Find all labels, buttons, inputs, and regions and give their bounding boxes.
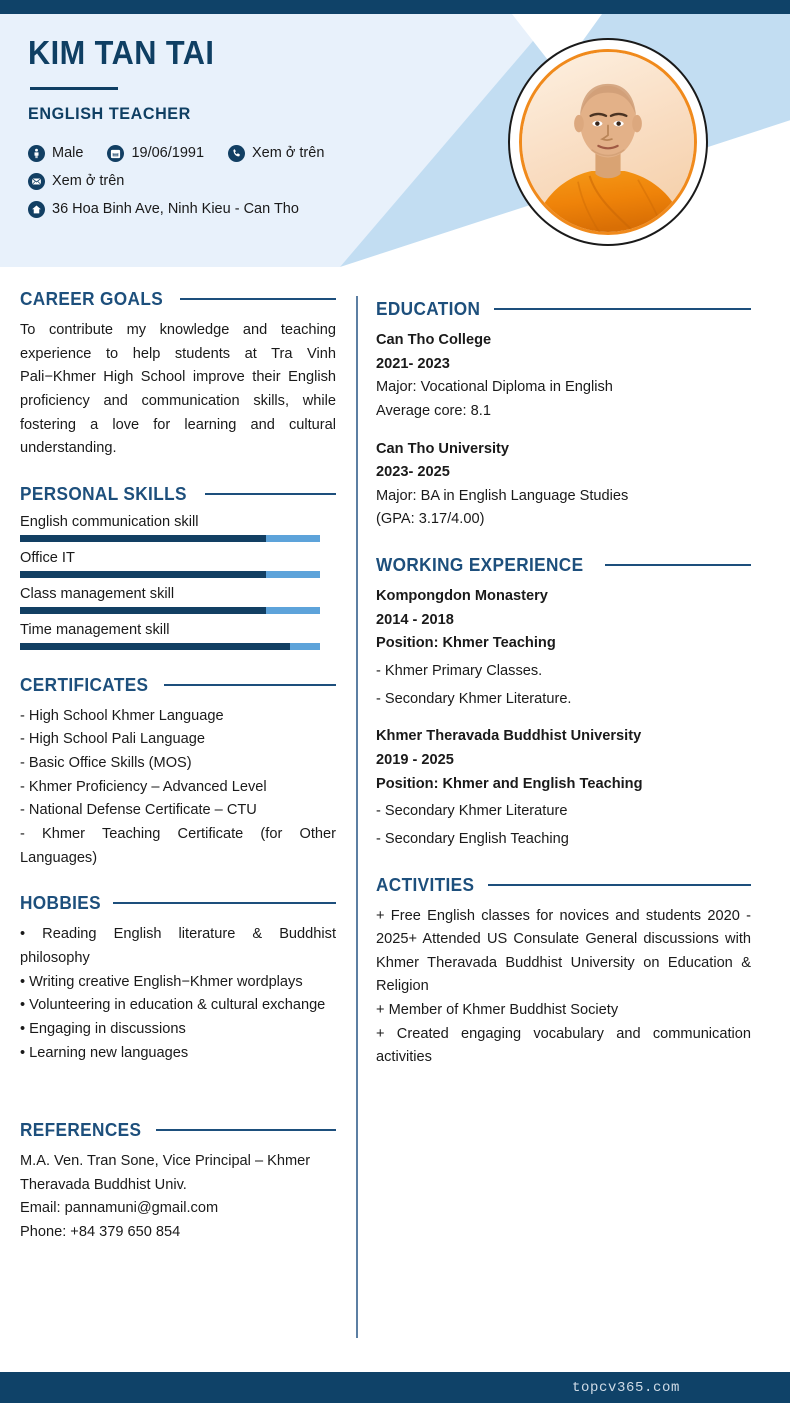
skill-label: Time management skill — [20, 621, 170, 638]
heading-rule — [156, 1129, 336, 1131]
skill-bar-fill — [20, 571, 266, 578]
certificate-item: - National Defense Certificate – CTU — [20, 802, 257, 819]
experience-position: Position: Khmer Teaching — [376, 635, 556, 652]
experience-entry — [376, 725, 751, 851]
section-education — [376, 298, 751, 532]
heading-rule — [488, 884, 751, 886]
section-title: PERSONAL SKILLS — [20, 482, 187, 504]
references-heading — [20, 1119, 336, 1141]
experience-years: 2014 - 2018 — [376, 611, 454, 628]
right-column — [376, 298, 751, 1076]
certificate-item: - Khmer Teaching Certificate (for Other Languages) — [20, 826, 336, 866]
hobby-item: • Writing creative English−Khmer wordplays — [20, 973, 303, 990]
section-title: REFERENCES — [20, 1119, 142, 1141]
avatar — [508, 38, 708, 246]
skill-item — [20, 514, 336, 542]
section-title: ACTIVITIES — [376, 873, 475, 895]
section-title: WORKING EXPERIENCE — [376, 554, 584, 576]
experience-bullet: - Secondary English Teaching — [376, 830, 569, 847]
hobbies-list — [20, 923, 336, 1065]
section-title: CERTIFICATES — [20, 673, 149, 695]
left-column — [20, 288, 336, 1251]
section-title: EDUCATION — [376, 298, 481, 319]
heading-rule — [113, 902, 336, 904]
skill-item — [20, 550, 336, 578]
education-detail: Major: BA in English Language Studies — [376, 487, 629, 504]
contact-email-text: Xem ở trên — [52, 173, 125, 190]
activity-item: + Member of Khmer Buddhist Society — [376, 1002, 619, 1019]
skill-bar — [20, 643, 320, 650]
education-school: Can Tho University — [376, 440, 509, 457]
skill-item — [20, 586, 336, 614]
section-career-goals — [20, 288, 336, 461]
section-activities — [376, 874, 751, 1070]
hobby-item: • Reading English literature & Buddhist philosophy — [20, 926, 336, 966]
contact-phone — [228, 145, 324, 162]
personal-skills-heading — [20, 483, 336, 505]
reference-line: Email: pannamuni@gmail.com — [20, 1200, 219, 1217]
contact-phone-text: Xem ở trên — [252, 145, 325, 162]
reference-line: Phone: +84 379 650 854 — [20, 1224, 181, 1241]
heading-rule — [180, 298, 336, 300]
job-title: ENGLISH TEACHER — [28, 103, 191, 123]
section-certificates — [20, 674, 336, 870]
hobbies-heading — [20, 892, 336, 914]
skill-label: Office IT — [20, 549, 75, 566]
certificate-item: - High School Khmer Language — [20, 707, 224, 724]
heading-rule — [164, 684, 336, 686]
experience-list — [376, 585, 751, 851]
career-goals-heading — [20, 288, 336, 310]
skill-bar-fill — [20, 535, 266, 542]
education-detail: (GPA: 3.17/4.00) — [376, 511, 485, 528]
candidate-name: KIM TAN TAI — [28, 34, 215, 71]
home-icon — [28, 201, 45, 218]
skill-label: English communication skill — [20, 513, 199, 530]
contact-birthdate — [107, 145, 204, 162]
name-underline — [30, 87, 118, 90]
skill-bar-fill — [20, 607, 266, 614]
avatar-outer-ring — [508, 38, 708, 246]
certificate-item: - Khmer Proficiency – Advanced Level — [20, 778, 267, 795]
heading-rule — [205, 493, 336, 495]
contact-gender-text: Male — [52, 145, 84, 162]
footer-site: topcv365.com — [571, 1379, 680, 1396]
gender-icon — [28, 145, 45, 162]
calendar-icon — [107, 145, 124, 162]
skill-bar-fill — [20, 643, 290, 650]
skill-bar — [20, 571, 320, 578]
contact-birthdate-text: 19/06/1991 — [131, 145, 205, 162]
certificates-heading — [20, 674, 336, 696]
top-accent-bar — [0, 0, 790, 14]
section-experience — [376, 554, 751, 851]
education-list — [376, 329, 751, 532]
career-goals-text: To contribute my knowledge and teaching experience to help students at Tra Vinh Pali−Khmer High School improve their English proficiency and communication skills, while fostering a love for learning and cultural understanding. — [20, 322, 336, 457]
section-references — [20, 1119, 336, 1245]
skills-list — [20, 514, 336, 650]
hobby-item: • Learning new languages — [20, 1044, 189, 1061]
contact-gender — [28, 145, 83, 162]
experience-heading — [376, 554, 751, 576]
references-list — [20, 1150, 336, 1245]
skill-label: Class management skill — [20, 585, 175, 602]
avatar-photo — [519, 49, 697, 235]
hobby-item: • Volunteering in education & cultural exchange — [20, 997, 326, 1014]
email-icon — [28, 173, 45, 190]
activity-item: + Created engaging vocabulary and communication activities — [376, 1025, 751, 1066]
contact-email — [28, 173, 124, 190]
activity-item: + Free English classes for novices and students 2020 - 2025+ Attended US Consulate General discussions with Khmer Theravada Buddhist University on Education & Religion — [376, 907, 751, 995]
heading-rule — [494, 308, 751, 310]
education-detail: Average core: 8.1 — [376, 402, 491, 419]
education-years: 2023- 2025 — [376, 464, 450, 481]
contact-address — [28, 201, 299, 218]
experience-entry — [376, 585, 751, 711]
section-personal-skills — [20, 483, 336, 650]
experience-org: Kompongdon Monastery — [376, 588, 548, 605]
education-years: 2021- 2023 — [376, 355, 450, 372]
column-divider — [356, 296, 358, 1338]
experience-years: 2019 - 2025 — [376, 751, 454, 768]
certificates-list — [20, 705, 336, 870]
footer-bar — [0, 1372, 790, 1403]
contact-address-text: 36 Hoa Binh Ave, Ninh Kieu - Can Tho — [52, 201, 299, 218]
activities-list — [376, 905, 751, 1070]
heading-rule — [605, 564, 751, 566]
section-hobbies — [20, 892, 336, 1065]
experience-bullet: - Khmer Primary Classes. — [376, 663, 543, 680]
activities-heading — [376, 874, 751, 896]
certificate-item: - Basic Office Skills (MOS) — [20, 755, 192, 772]
experience-bullet: - Secondary Khmer Literature — [376, 803, 568, 820]
section-title: HOBBIES — [20, 892, 101, 914]
section-title: CAREER GOALS — [20, 288, 164, 309]
education-school: Can Tho College — [376, 332, 492, 348]
education-entry — [376, 329, 751, 424]
education-detail: Major: Vocational Diploma in English — [376, 379, 613, 396]
reference-line: M.A. Ven. Tran Sone, Vice Principal – Khmer Theravada Buddhist Univ. — [20, 1153, 311, 1193]
experience-bullet: - Secondary Khmer Literature. — [376, 690, 572, 707]
certificate-item: - High School Pali Language — [20, 731, 205, 748]
skill-item — [20, 622, 336, 650]
skill-bar — [20, 607, 320, 614]
experience-org: Khmer Theravada Buddhist University — [376, 728, 642, 745]
education-entry — [376, 438, 751, 533]
hobby-item: • Engaging in discussions — [20, 1020, 186, 1037]
phone-icon — [228, 145, 245, 162]
experience-position: Position: Khmer and English Teaching — [376, 775, 643, 792]
skill-bar — [20, 535, 320, 542]
education-heading — [376, 298, 751, 320]
